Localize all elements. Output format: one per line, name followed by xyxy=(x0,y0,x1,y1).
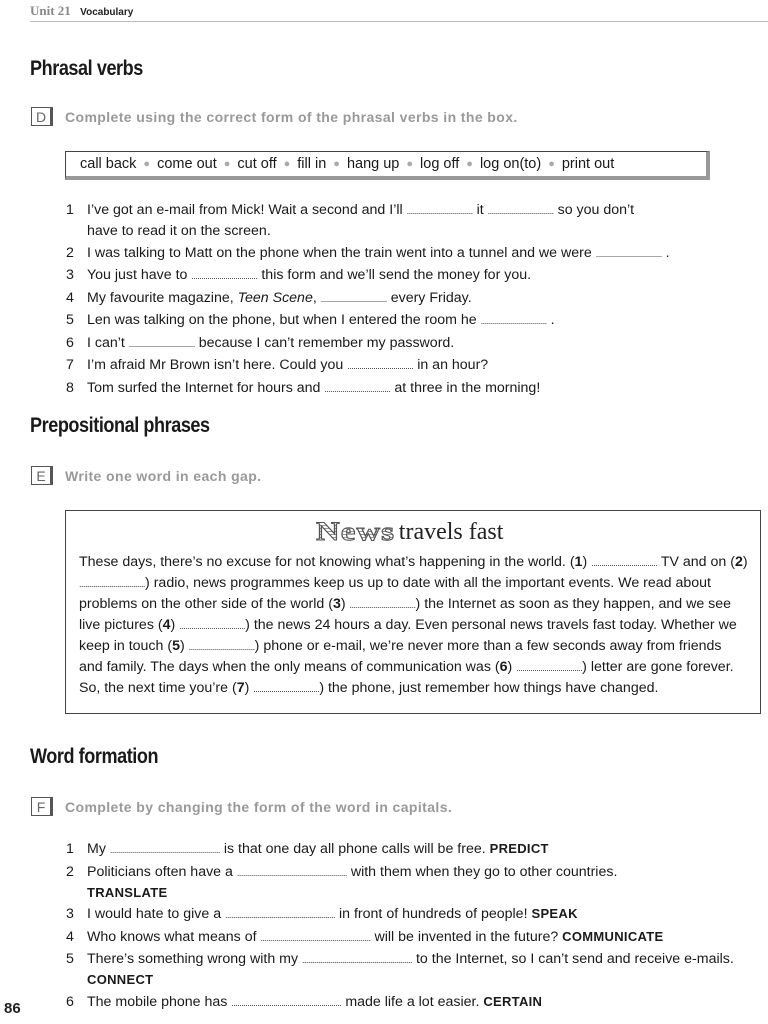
exercise-instruction: Write one word in each gap. xyxy=(65,467,262,484)
capital-word: PREDICT xyxy=(489,841,549,856)
gap-number: 5 xyxy=(172,638,180,654)
item-text: You just have to xyxy=(87,267,192,283)
answer-gap[interactable]: ................................. xyxy=(324,383,391,394)
answer-gap[interactable]: ....................................................... xyxy=(236,867,347,878)
item-number: 3 xyxy=(66,267,74,283)
item-text: Tom surfed the Internet for hours and xyxy=(87,379,325,396)
news-text: ) the news 24 hours a day. Even personal news travels fast today. Whether we keep in touch ( xyxy=(79,617,737,654)
gap-number: 7 xyxy=(236,680,245,696)
unit-header xyxy=(30,3,133,19)
item-text: . xyxy=(546,312,555,328)
item-number: 7 xyxy=(66,357,74,373)
news-text: ) phone or e-mail, we’re never more than a few seconds away from friends and family. The days when the only means of communication was ( xyxy=(79,638,722,675)
answer-gap[interactable]: ................................. xyxy=(595,248,662,259)
box-word: call back xyxy=(80,156,137,172)
news-text: These days, there’s no excuse for not knowing what’s happening in the world. ( xyxy=(79,554,575,570)
item-text: is that one day all phone calls will be free. xyxy=(219,841,490,857)
item-number: 2 xyxy=(66,863,74,880)
answer-gap[interactable]: ................................. xyxy=(347,361,414,371)
item-text: at three in the morning! xyxy=(390,379,541,396)
list-item xyxy=(66,839,756,860)
bullet-separator: ● xyxy=(333,158,340,170)
gap-number: 3 xyxy=(332,596,341,612)
item-text: this form and we’ll send the money for you. xyxy=(257,267,532,283)
item-text: in front of hundreds of people! xyxy=(335,906,532,922)
exercise-d-header xyxy=(31,107,518,126)
item-text: so you don’t xyxy=(553,202,635,218)
news-body: These days, there’s no excuse for not knowing what’s happening in the world. (1) ................................. TV and on (2) .................................) radio, news programmes keep us up to date with all the important events. We read about problems on the other side of the world (3) .................................) the Internet as soon as they happen, and we see live pictures (4) .................................) the news 24 hours a day. Even personal news travels fast today. Whether we keep in touch (5) .................................) phone or e-mail, we’re never more than a few seconds away from friends and family. The days when the only means of communication was (6) .................................) letter are gone forever. So, the next time you’re (7) .................................) the phone, just remember how things have changed. xyxy=(79,554,748,696)
item-text: because I can’t remember my password. xyxy=(194,334,455,351)
item-text: I’m afraid Mr Brown isn’t here. Could you xyxy=(87,357,348,373)
item-text: , xyxy=(312,289,321,306)
list-item xyxy=(66,378,756,399)
capital-word: CERTAIN xyxy=(483,993,543,1009)
item-text: every Friday. xyxy=(386,289,472,306)
item-text: made life a lot easier. xyxy=(341,993,484,1010)
news-article-box xyxy=(65,510,761,714)
item-text: I can’t xyxy=(87,334,129,351)
list-item xyxy=(66,904,756,925)
header-divider xyxy=(30,21,768,22)
answer-gap[interactable]: ....................................................... xyxy=(231,997,342,1008)
list-item xyxy=(66,288,756,309)
item-text: Who knows what means of xyxy=(87,928,261,945)
capital-word: COMMUNICATE xyxy=(562,928,664,944)
item-text: to the Internet, so I can’t send and receive e-mails. xyxy=(412,951,734,967)
item-text: Len was talking on the phone, but when I entered the room he xyxy=(87,312,481,328)
list-item xyxy=(66,949,756,990)
item-text: in an hour? xyxy=(413,357,489,373)
item-number: 6 xyxy=(66,993,74,1010)
page-number: 86 xyxy=(4,1000,21,1017)
answer-gap[interactable]: ....................................................... xyxy=(302,955,413,965)
box-word: cut off xyxy=(237,156,277,172)
answer-gap[interactable]: ................................. xyxy=(128,338,195,349)
news-headline xyxy=(79,517,748,547)
item-text: There’s something wrong with my xyxy=(87,951,303,967)
item-number: 6 xyxy=(66,334,74,351)
item-number: 2 xyxy=(66,244,74,261)
item-number: 3 xyxy=(66,906,74,922)
section-title-prepositional-phrases: Prepositional phrases xyxy=(30,414,210,437)
item-text: . xyxy=(661,244,670,261)
item-number: 5 xyxy=(66,951,74,967)
item-text: Politicians often have a xyxy=(87,863,237,880)
exercise-e-header xyxy=(31,466,261,485)
list-item xyxy=(66,355,756,376)
answer-gap[interactable]: ................................. xyxy=(320,293,387,304)
box-word: log on(to) xyxy=(479,156,542,172)
list-item xyxy=(66,862,756,903)
answer-gap[interactable]: ................................. xyxy=(253,684,320,694)
section-title-phrasal-verbs: Phrasal verbs xyxy=(30,57,143,80)
answer-gap[interactable]: ................................. xyxy=(480,316,547,326)
magazine-title: Teen Scene xyxy=(237,289,313,306)
answer-gap[interactable]: ....................................................... xyxy=(109,845,220,855)
exercise-letter: E xyxy=(31,466,53,485)
gap-number: 2 xyxy=(734,554,743,570)
item-text: with them when they go to other countries. xyxy=(346,863,618,880)
news-headline-rest: travels fast xyxy=(398,518,504,545)
box-word: fill in xyxy=(297,156,327,172)
exercise-letter: F xyxy=(31,797,53,816)
box-word: print out xyxy=(561,156,615,172)
phrasal-verb-box xyxy=(65,151,710,180)
exercise-instruction: Complete by changing the form of the word in capitals. xyxy=(65,798,453,815)
news-text: ) radio, news programmes keep us up to date with all the important events. We read about problems on the other side of the world ( xyxy=(79,575,711,612)
list-item xyxy=(66,927,756,948)
gap-number: 6 xyxy=(499,659,508,675)
exercise-letter: D xyxy=(31,107,53,126)
item-number: 4 xyxy=(66,289,74,306)
bullet-separator: ● xyxy=(143,158,151,170)
unit-number: Unit 21 xyxy=(30,3,71,18)
answer-gap[interactable]: ................................. xyxy=(79,579,146,589)
bullet-separator: ● xyxy=(466,158,473,170)
list-item xyxy=(66,200,756,241)
item-text: will be invented in the future? xyxy=(370,928,563,945)
news-text: TV and on ( xyxy=(660,554,735,570)
item-text: have to read it on the screen. xyxy=(87,223,271,239)
answer-gap[interactable]: ................................. xyxy=(487,206,554,216)
item-number: 8 xyxy=(66,379,74,396)
list-item xyxy=(66,992,756,1013)
exercise-instruction: Complete using the correct form of the phrasal verbs in the box. xyxy=(65,108,518,125)
bullet-separator: ● xyxy=(406,158,414,170)
gap-number: 1 xyxy=(574,554,583,570)
box-word: hang up xyxy=(346,156,400,172)
answer-gap[interactable]: ................................. xyxy=(406,206,473,216)
capital-word: CONNECT xyxy=(87,972,154,987)
item-text: I was talking to Matt on the phone when the train went into a tunnel and we were xyxy=(87,244,596,261)
answer-gap[interactable]: ................................. xyxy=(591,558,658,568)
answer-gap[interactable]: ................................. xyxy=(179,621,246,631)
answer-gap[interactable]: ................................. xyxy=(191,271,258,281)
capital-word: SPEAK xyxy=(531,906,578,921)
item-number: 5 xyxy=(66,312,74,328)
list-item xyxy=(66,310,756,331)
list-item xyxy=(66,265,756,286)
answer-gap[interactable]: ....................................................... xyxy=(260,932,371,943)
word-formation-list xyxy=(66,839,756,1014)
item-text: I would hate to give a xyxy=(87,906,226,922)
item-text: My favourite magazine, xyxy=(87,289,238,306)
bullet-separator: ● xyxy=(223,158,231,170)
gap-number: 4 xyxy=(162,617,171,633)
box-word: log off xyxy=(420,156,460,172)
bullet-separator: ● xyxy=(283,158,291,170)
answer-gap[interactable]: ................................. xyxy=(188,642,255,652)
unit-section: Vocabulary xyxy=(80,7,134,18)
item-number: 1 xyxy=(66,202,74,218)
capital-word: TRANSLATE xyxy=(87,884,168,900)
news-headline-word: News xyxy=(315,517,395,546)
news-text: ) the Internet as soon as they happen, and we see live pictures ( xyxy=(79,596,732,633)
box-word: come out xyxy=(157,156,217,172)
list-item xyxy=(66,243,756,264)
phrasal-items-list xyxy=(66,200,756,400)
answer-gap[interactable]: ................................. xyxy=(516,663,583,673)
news-text: ) the phone, just remember how things have changed. xyxy=(319,680,659,696)
section-title-word-formation: Word formation xyxy=(30,745,159,768)
news-text: ) letter are gone forever. So, the next time you’re ( xyxy=(79,659,734,696)
answer-gap[interactable]: ................................. xyxy=(349,600,416,610)
item-text: I’ve got an e-mail from Mick! Wait a second and I’ll xyxy=(87,202,407,218)
item-text: it xyxy=(472,202,488,218)
list-item xyxy=(66,333,756,354)
item-text: The mobile phone has xyxy=(87,993,232,1010)
item-number: 1 xyxy=(66,841,74,857)
exercise-f-header xyxy=(31,797,452,816)
item-text: My xyxy=(87,841,110,857)
answer-gap[interactable]: ....................................................... xyxy=(225,910,336,920)
item-number: 4 xyxy=(66,928,74,945)
bullet-separator: ● xyxy=(548,158,555,170)
